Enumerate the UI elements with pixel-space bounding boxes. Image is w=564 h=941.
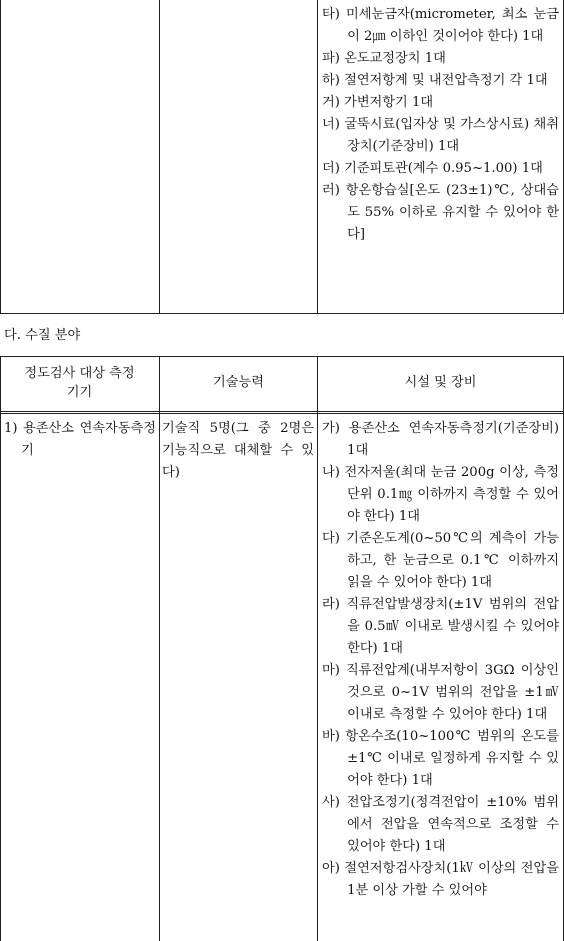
- header-separator: [0, 411, 564, 414]
- header-target: 정도검사 대상 측정기기: [24, 366, 135, 400]
- equipment-item: 타) 미세눈금자(micrometer, 최소 눈금이 2㎛ 이하인 것이어야 한다) 1대: [322, 7, 559, 44]
- skill-requirement: 기술직 5명(그 중 2명은 기능직으로 대체할 수 있다): [162, 421, 314, 480]
- table-left-border: [0, 356, 1, 941]
- equipment-item: 러) 항온항습실[온도 (23±1)℃, 상대습도 55% 이하로 유지할 수 있어야 한다]: [322, 183, 559, 242]
- row-target-cell: [4, 418, 156, 462]
- top-table-col-divider-1: [159, 0, 160, 314]
- row-skill-cell: [162, 418, 314, 484]
- top-equipment-list: [322, 4, 559, 246]
- equipment-item: 바) 항온수조(10~100℃ 범위의 온도를 ±1℃ 이내로 일정하게 유지할 수 있어야 한다) 1대: [322, 729, 559, 788]
- equipment-item: 마) 직류전압계(내부저항이 3GΩ 이상인 것으로 0~1V 범위의 전압을 ±1㎷ 이내로 측정할 수 있어야 한다) 1대: [322, 663, 559, 722]
- table-col-divider-2: [317, 356, 318, 941]
- top-table-col-divider-2: [317, 0, 318, 314]
- equipment-item: 아) 절연저항검사장치(1㎸ 이상의 전압을 1분 이상 가할 수 있어야: [322, 861, 559, 898]
- target-device: 1) 용존산소 연속자동측정기: [4, 421, 156, 458]
- equipment-item: 더) 기준피토관(계수 0.95~1.00) 1대: [322, 161, 543, 176]
- header-facility: 시설 및 장비: [404, 375, 477, 390]
- equipment-item: 거) 가변저항기 1대: [322, 95, 434, 110]
- table-col-divider-1: [159, 356, 160, 941]
- equipment-item: 사) 전압조정기(정격전압이 ±10% 범위에서 전압을 연속적으로 조정할 수 있어야 한다) 1대: [322, 795, 559, 854]
- equipment-item: 너) 굴뚝시료(입자상 및 가스상시료) 채취장치(기준장비) 1대: [322, 117, 559, 154]
- table-top-border: [0, 356, 564, 357]
- equipment-item: 하) 절연저항계 및 내전압측정기 각 1대: [322, 73, 548, 88]
- top-table-bottom-border: [0, 313, 564, 314]
- equipment-item: 다) 기준온도계(0~50℃의 계측이 가능하고, 한 눈금으로 0.1℃ 이하까지 읽을 수 있어야 한다) 1대: [322, 531, 559, 590]
- top-table-left-border: [0, 0, 1, 314]
- header-skill: 기술능력: [213, 375, 264, 390]
- equipment-item: 가) 용존산소 연속자동측정기(기준장비) 1대: [322, 421, 559, 458]
- row-equipment-list: [322, 418, 559, 902]
- equipment-item: 파) 온도교정장치 1대: [322, 51, 446, 66]
- equipment-item: 나) 전자저울(최대 눈금 200g 이상, 측정단위 0.1㎎ 이하까지 측정할 수 있어야 한다) 1대: [322, 465, 559, 524]
- section-heading: 다. 수질 분야: [4, 328, 81, 343]
- equipment-item: 라) 직류전압발생장치(±1V 범위의 전압을 0.5㎷ 이내로 발생시킬 수 있어야 한다) 1대: [322, 597, 559, 656]
